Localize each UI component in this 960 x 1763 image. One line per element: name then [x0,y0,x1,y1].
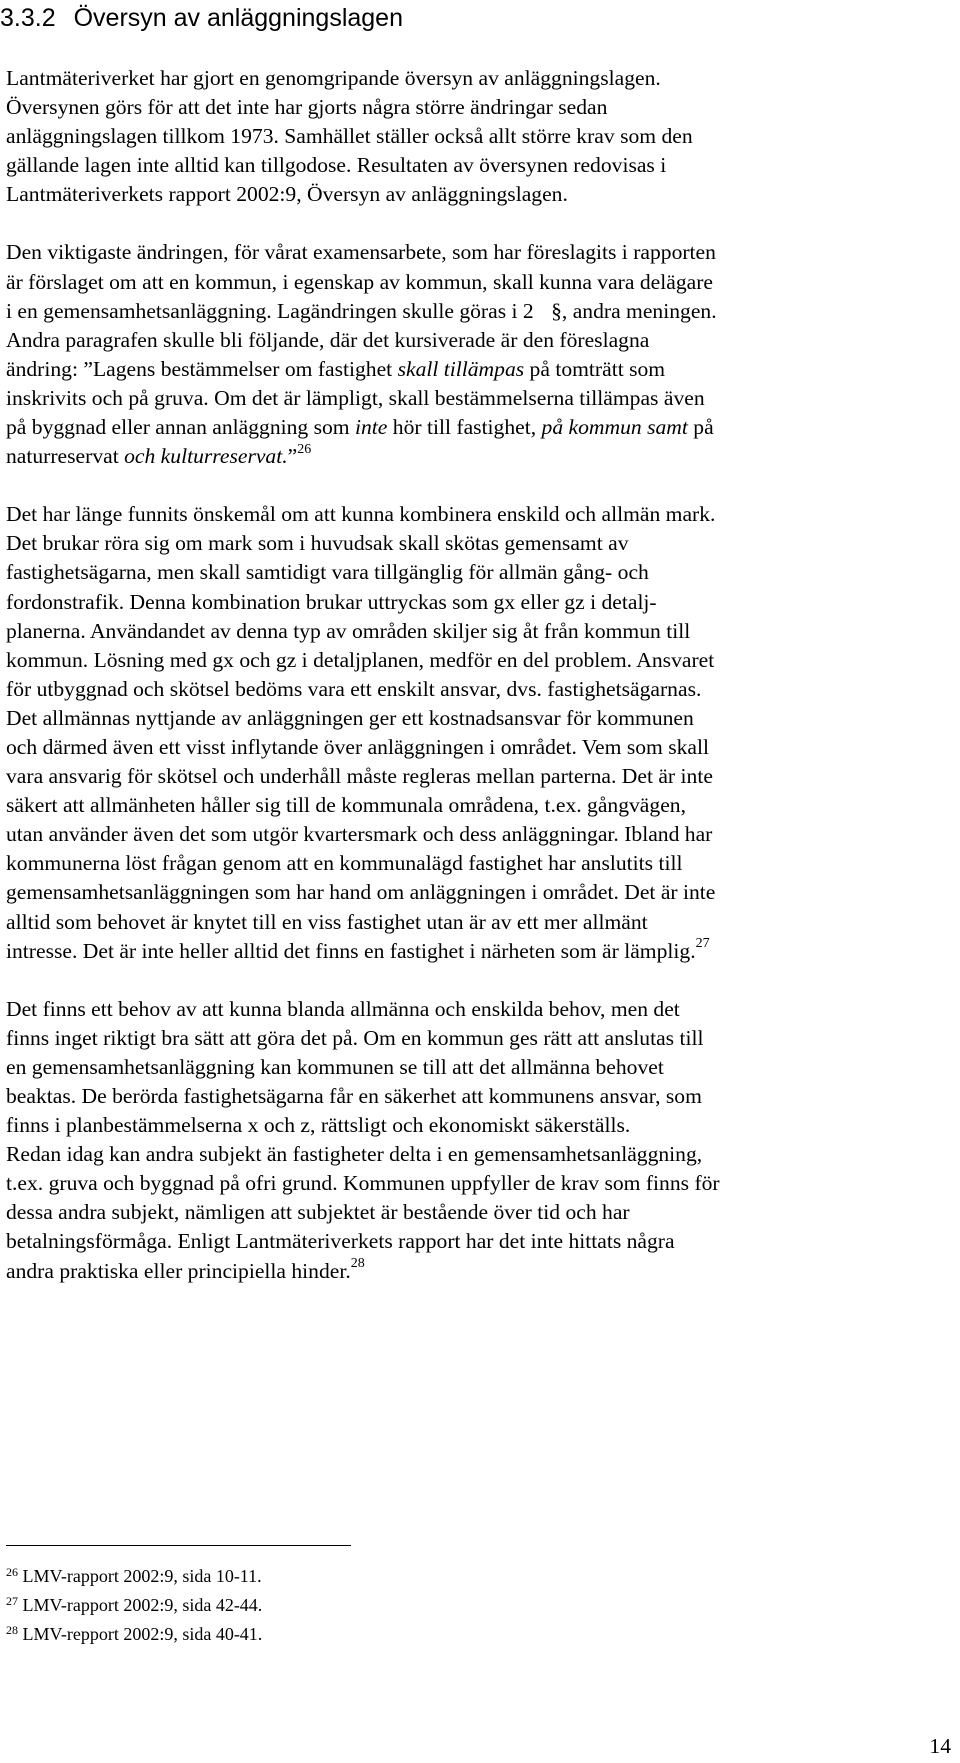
footnote-ref: 28 [350,1256,365,1272]
footnote-divider [6,1545,351,1546]
text-run: Det har länge funnits önskemål om att kunna kombinera enskild och allmän mark. Det brukar röra sig om mark som i huvudsak skall skötas gemensamt av fastighetsägarna, men skall samtidigt vara tillgänglig för allmän gång- och fordonstrafik. Denna kombination brukar uttryckas som gx eller gz i detalj- planerna. Användandet av denna typ av områden skiljer sig åt från kommun till kommun. Lösning med gx och gz i detaljplanen, medför en del problem. Ansvaret för utbyggnad och skötsel bedöms vara ett enskilt ansvar, dvs. fastighetsägarnas. Det allmännas nyttjande av anläggningen ger ett kostnadsansvar för kommunen och därmed även ett visst inflytande över anläggningen i området. Vem som skall vara ansvarig för skötsel och underhåll måste regleras mellan parterna. Det är inte säkert att allmänheten håller sig till de kommunala områdena, t.ex. gångvägen, utan använder även det som utgör kvartersmark och dess anläggningar. Ibland har kommunerna löst frågan genom att en kommunalägd fastighet har anslutits till gemensamhetsanläggningen som har hand om anläggningen i området. Det är inte alltid som behovet är knytet till en viss fastighet utan är av ett mer allmänt intresse. Det är inte heller alltid det finns en fastighet i närheten som är lämplig. [6,502,716,963]
footnote-text: LMV-repport 2002:9, sida 40-41. [18,1624,263,1644]
footnote-text: LMV-rapport 2002:9, sida 10-11. [18,1566,262,1586]
text-run: Det finns ett behov av att kunna blanda allmänna och enskilda behov, men det finns inget riktigt bra sätt att göra det på. Om en kommun ges rätt att anslutas till en gemensamhetsanläggning kan kommunen se till att det allmänna behovet beaktas. De berörda fastighetsägarna får en säkerhet att kommunens ansvar, som finns i planbestämmelserna x och z, rättsligt och ekonomiskt säkerställs. Redan idag kan andra subjekt än fastigheter delta i en gemensamhetsanläggning, t.ex. gruva och byggnad på ofri grund. Kommunen uppfyller de krav som finns för dessa andra subjekt, nämligen att subjektet är bestående över tid och har betalningsförmåga. Enligt Lantmäteriverkets rapport har det inte hittats några andra praktiska eller principiella hinder. [6,996,720,1283]
footnote-ref: 26 [297,441,312,457]
section-heading [0,2,403,34]
italic-text: på kommun samt [541,415,688,440]
body-text [6,64,956,1286]
footnote-item [6,1562,262,1591]
footnote-ref: 27 [695,936,710,952]
footnote-item [6,1620,262,1649]
text-run: Den viktigaste ändringen, för vårat examensarbete, som har föreslagits i rapporten är förslaget om att en kommun, i egenskap av kommun, skall kunna vara delägare i en gemensamhetsanläggning. Lagändringen skulle göras i 2 [6,240,716,323]
text-run: på tomträtt som inskrivits och på gruva. Om det är lämpligt, skall bestämmelserna tillämpas även på byggnad eller annan anläggning som [6,356,705,440]
italic-text: och kulturreservat. [124,444,288,469]
paragraph-mixed-land [6,500,956,966]
text-run: ” [287,444,298,469]
footnote-number: 28 [6,1623,18,1637]
italic-text: inte [355,415,388,440]
text-run: hör till fastighet, [387,415,542,440]
paragraph-main-change [6,238,956,471]
paragraph-needs [6,995,956,1286]
section-sign: § [551,298,562,323]
page-number: 14 [929,1734,951,1758]
footnote-number: 26 [6,1565,18,1579]
section-title: Översyn av anläggningslagen [73,4,403,32]
footnote-text: LMV-rapport 2002:9, sida 42-44. [18,1595,263,1615]
footnote-number: 27 [6,1594,18,1608]
italic-text: skall tillämpas [397,356,525,381]
section-number: 3.3.2 [0,4,56,32]
footnote-item [6,1591,262,1620]
text-run: på naturreservat [6,415,714,469]
text-run: , andra meningen. Andra paragrafen skulle bli följande, där det kursiverade är den föreslagna ändring: ”Lagens bestämmelser om fastighet [6,298,717,381]
paragraph-overview: Lantmäteriverket har gjort en genomgripande översyn av anläggningslagen. Översynen görs för att det inte har gjorts några större ändringar sedan anläggningslagen tillkom 1973. Samhället ställer också allt större krav som den gällande lagen inte alltid kan tillgodose. Resultaten av översynen redovisas i Lantmäteriverkets rapport 2002:9, Översyn av anläggningslagen. [6,66,693,207]
footnotes [6,1562,262,1649]
